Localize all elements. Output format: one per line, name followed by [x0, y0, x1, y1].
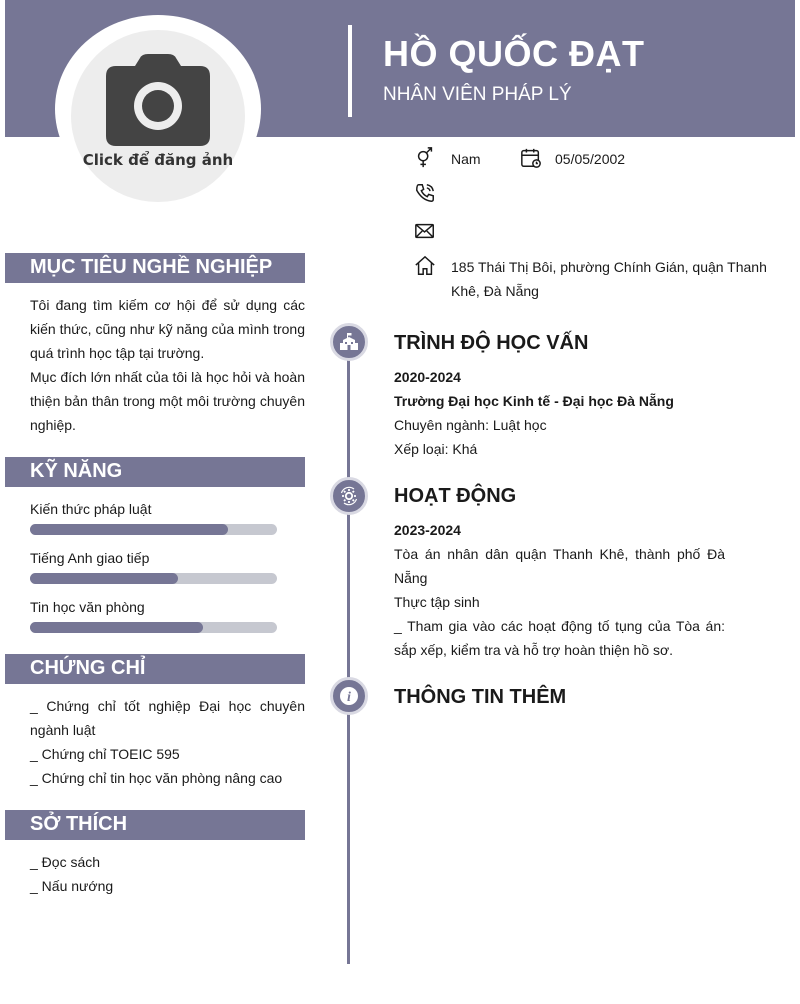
- education-major: Chuyên ngành: Luật học: [394, 417, 547, 433]
- certificate-item: _ Chứng chỉ tốt nghiệp Đại học chuyên ngành luật: [30, 698, 305, 738]
- activities-years: 2023-2024: [394, 522, 461, 538]
- education-icon-badge: [330, 323, 368, 361]
- activities-organization: Tòa án nhân dân quận Thanh Khê, thành phố Đà Nẵng: [394, 546, 725, 586]
- name-divider: [348, 25, 352, 117]
- full-name: HỒ QUỐC ĐẠT: [383, 33, 645, 74]
- skill-bar: [30, 524, 277, 535]
- education-title: TRÌNH ĐỘ HỌC VẤN: [394, 332, 589, 354]
- skill-bar-fill: [30, 524, 228, 535]
- email-icon: [414, 220, 436, 242]
- skills-header: [5, 457, 305, 487]
- timeline-line: [347, 340, 350, 964]
- skill-label: Tin học văn phòng: [30, 599, 145, 615]
- certificates-title: CHỨNG CHỈ: [30, 657, 146, 679]
- info-icon: [339, 686, 359, 706]
- more-info-icon-badge: [330, 677, 368, 715]
- certificate-item: _ Chứng chỉ TOEIC 595: [30, 746, 180, 762]
- skill-label: Kiến thức pháp luật: [30, 501, 152, 517]
- phone-icon: [414, 182, 436, 204]
- hobby-item: _ Đọc sách: [30, 854, 101, 870]
- skill-bar-fill: [30, 573, 178, 584]
- education-rank: Xếp loại: Khá: [394, 441, 478, 457]
- svg-text:i: i: [347, 690, 351, 705]
- career-goal-title: MỤC TIÊU NGHỀ NGHIỆP: [30, 256, 273, 278]
- more-info-title: THÔNG TIN THÊM: [394, 686, 567, 708]
- photo-upload[interactable]: [71, 30, 245, 202]
- birthdate-value: 05/05/2002: [555, 151, 626, 167]
- skill-bar-fill: [30, 622, 203, 633]
- career-goal-paragraph-1: Tôi đang tìm kiếm cơ hội để sử dụng các kiến thức, cũng như kỹ năng của mình trong quá trình học tập tại trường.: [30, 297, 305, 361]
- activities-icon-badge: [330, 477, 368, 515]
- photo-caption: Click để đăng ảnh: [82, 151, 234, 169]
- home-icon: [414, 255, 436, 277]
- job-title: NHÂN VIÊN PHÁP LÝ: [383, 84, 572, 105]
- hobby-item: _ Nấu nướng: [30, 878, 114, 894]
- gear-cycle-icon: [339, 486, 359, 506]
- education-school: Trường Đại học Kinh tế - Đại học Đà Nẵng: [394, 393, 674, 409]
- skill-label: Tiếng Anh giao tiếp: [30, 550, 150, 566]
- career-goal-paragraph-2: Mục đích lớn nhất của tôi là học hỏi và hoàn thiện bản thân trong một môi trường chuyên nghiệp.: [30, 369, 305, 433]
- skill-bar: [30, 622, 277, 633]
- certificates-header: [5, 654, 305, 684]
- hobbies-title: SỞ THÍCH: [30, 813, 128, 835]
- activities-description: _ Tham gia vào các hoạt động tố tụng của Tòa án: sắp xếp, kiểm tra và hỗ trợ hoàn thiện hồ sơ.: [394, 618, 725, 658]
- skills-title: KỸ NĂNG: [30, 460, 123, 482]
- camera-icon: [106, 54, 210, 146]
- hobbies-header: [5, 810, 305, 840]
- gender-value: Nam: [451, 151, 481, 167]
- career-goal-header: [5, 253, 305, 283]
- certificate-item: _ Chứng chỉ tin học văn phòng nâng cao: [30, 770, 283, 786]
- education-years: 2020-2024: [394, 369, 461, 385]
- address-value: 185 Thái Thị Bôi, phường Chính Gián, quận Thanh Khê, Đà Nẵng: [451, 259, 767, 299]
- school-icon: [339, 332, 359, 352]
- gender-icon: [414, 147, 436, 169]
- activities-role: Thực tập sinh: [394, 594, 480, 610]
- skill-bar: [30, 573, 277, 584]
- activities-title: HOẠT ĐỘNG: [394, 485, 517, 507]
- calendar-icon: [520, 147, 542, 169]
